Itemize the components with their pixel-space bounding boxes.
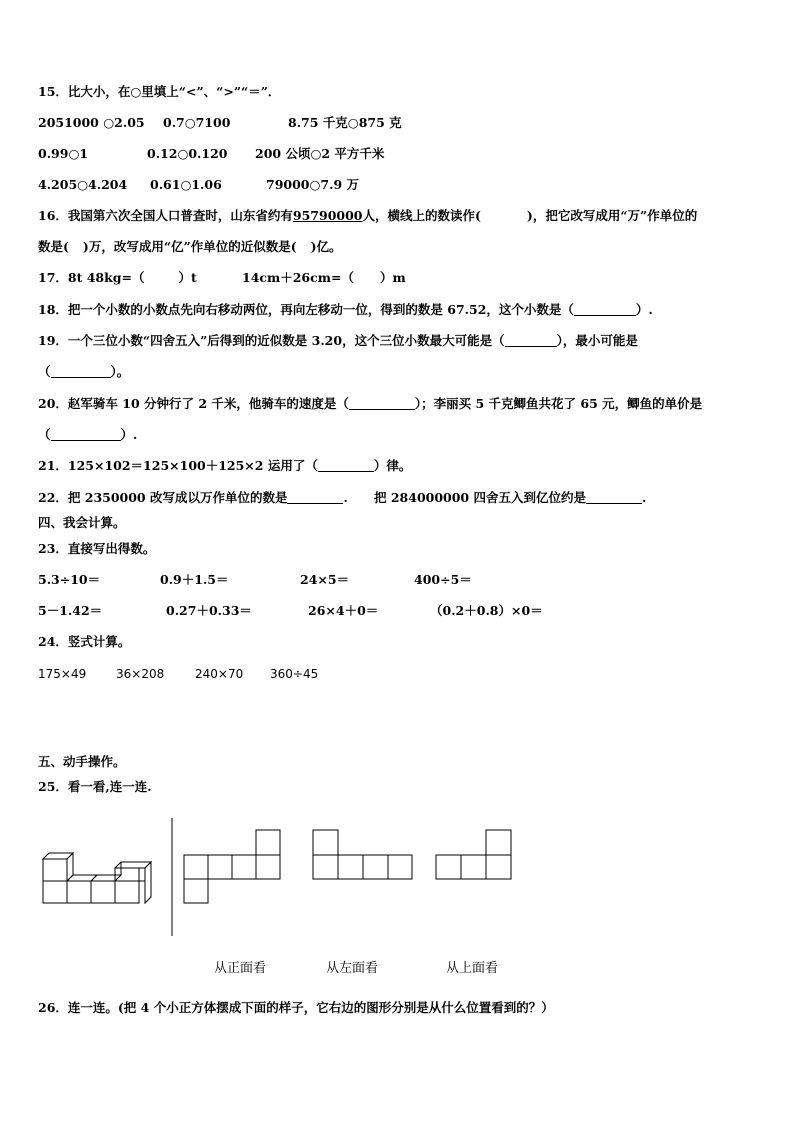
label-top-view: 从上面看	[446, 961, 499, 976]
q19-text-c: （	[38, 364, 51, 379]
q16-text-e: )万，改写成用“亿”作单位的近似数是(	[82, 239, 297, 254]
q15-item-4: 0.99○1	[38, 146, 89, 161]
q15-item-9: 79000○7.9 万	[266, 177, 359, 192]
q23-item-1: 5.3÷10＝	[38, 572, 101, 587]
q22-text-b: .	[343, 490, 348, 505]
view-shape-1	[184, 830, 280, 903]
q17-text-a: 17．8t 48kg=（	[38, 270, 145, 285]
q16-text-f: )亿。	[310, 239, 342, 254]
q24-item-1: 175×49	[38, 667, 87, 681]
section-5-heading: 五、动手操作。	[38, 754, 126, 769]
q24-item-4: 360÷45	[270, 667, 319, 681]
q18-text-b: ）.	[635, 302, 653, 317]
q17-text-d: ）m	[379, 270, 406, 285]
q24-item-2: 36×208	[116, 667, 165, 681]
q23-item-5: 5－1.42＝	[38, 603, 103, 618]
q15-item-1: 2051000 ○2.05	[38, 115, 145, 130]
q21-text-a: 21．125×102＝125×100＋125×2 运用了（	[38, 458, 318, 473]
q19-text-d: ）。	[110, 364, 130, 379]
q16-text-b: 人，横线上的数读作(	[362, 208, 481, 223]
label-front-view: 从正面看	[214, 961, 267, 976]
q26-title: 26．连一连。(把 4 个小正方体摆成下面的样子，它右边的图形分别是从什么位置看到的？）	[38, 1000, 554, 1015]
q23-title: 23．直接写出得数。	[38, 541, 156, 556]
q15-item-2: 0.7○7100	[163, 115, 231, 130]
q19-text-b: ），最小可能是	[556, 333, 638, 348]
q23-item-7: 26×4＋0＝	[308, 603, 379, 618]
q15-title: 15．比大小，在○里填上“<”、“>”“＝”．	[38, 84, 281, 99]
q23-item-3: 24×5＝	[300, 572, 350, 587]
q16-text-c: )，把它改写成用“万”作单位的	[526, 208, 698, 223]
q16-text-a: 16．我国第六次全国人口普查时，山东省约有	[38, 208, 293, 223]
q17-text-c: 14cm＋26cm=（	[242, 270, 354, 285]
q20-text-a: 20．赵军骑车 10 分钟行了 2 千米，他骑车的速度是（	[38, 396, 349, 411]
q19-text-a: 19．一个三位小数“四舍五入”后得到的近似数是 3.20，这个三位小数最大可能是（	[38, 333, 505, 348]
q20-text-b: ）；李丽买 5 千克鲫鱼共花了 65 元，鲫鱼的单价是	[414, 396, 703, 411]
q15-item-7: 4.205○4.204	[38, 177, 128, 192]
view-shape-3	[436, 830, 511, 879]
q16-number: 95790000	[292, 208, 363, 223]
q15-item-8: 0.61○1.06	[150, 177, 222, 192]
q17-text-b: ）t	[178, 270, 197, 285]
q23-item-8: （0.2＋0.8）×0＝	[430, 603, 543, 618]
cube-solid-figure	[43, 853, 151, 903]
view-shape-2	[313, 830, 412, 879]
q20-text-d: ）.	[120, 427, 138, 442]
q23-item-4: 400÷5＝	[414, 572, 472, 587]
q15-item-3: 8.75 千克○875 克	[288, 115, 402, 130]
q22-text-c: 把 284000000 四舍五入到亿位约是	[374, 490, 586, 505]
q22-text-d: .	[641, 490, 647, 505]
q23-item-2: 0.9＋1.5＝	[160, 572, 229, 587]
q16-text-d: 数是(	[38, 239, 69, 254]
q21-text-b: ）律。	[373, 458, 412, 473]
section-4-heading: 四、我会计算。	[38, 515, 126, 530]
q18-text-a: 18．把一个小数的小数点先向右移动两位，再向左移动一位，得到的数是 67.52，这个小数是（	[38, 302, 574, 317]
q24-title: 24．竖式计算。	[38, 634, 131, 649]
q22-text-a: 22．把 2350000 改写成以万作单位的数是	[38, 490, 288, 505]
q24-item-3: 240×70	[195, 667, 244, 681]
q15-item-5: 0.12○0.120	[147, 146, 228, 161]
q25-title: 25．看一看,连一连.	[38, 779, 152, 794]
q20-text-c: （	[38, 427, 51, 442]
label-left-view: 从左面看	[326, 961, 379, 976]
q15-item-6: 200 公顷○2 平方千米	[255, 146, 385, 161]
q23-item-6: 0.27＋0.33＝	[166, 603, 252, 618]
